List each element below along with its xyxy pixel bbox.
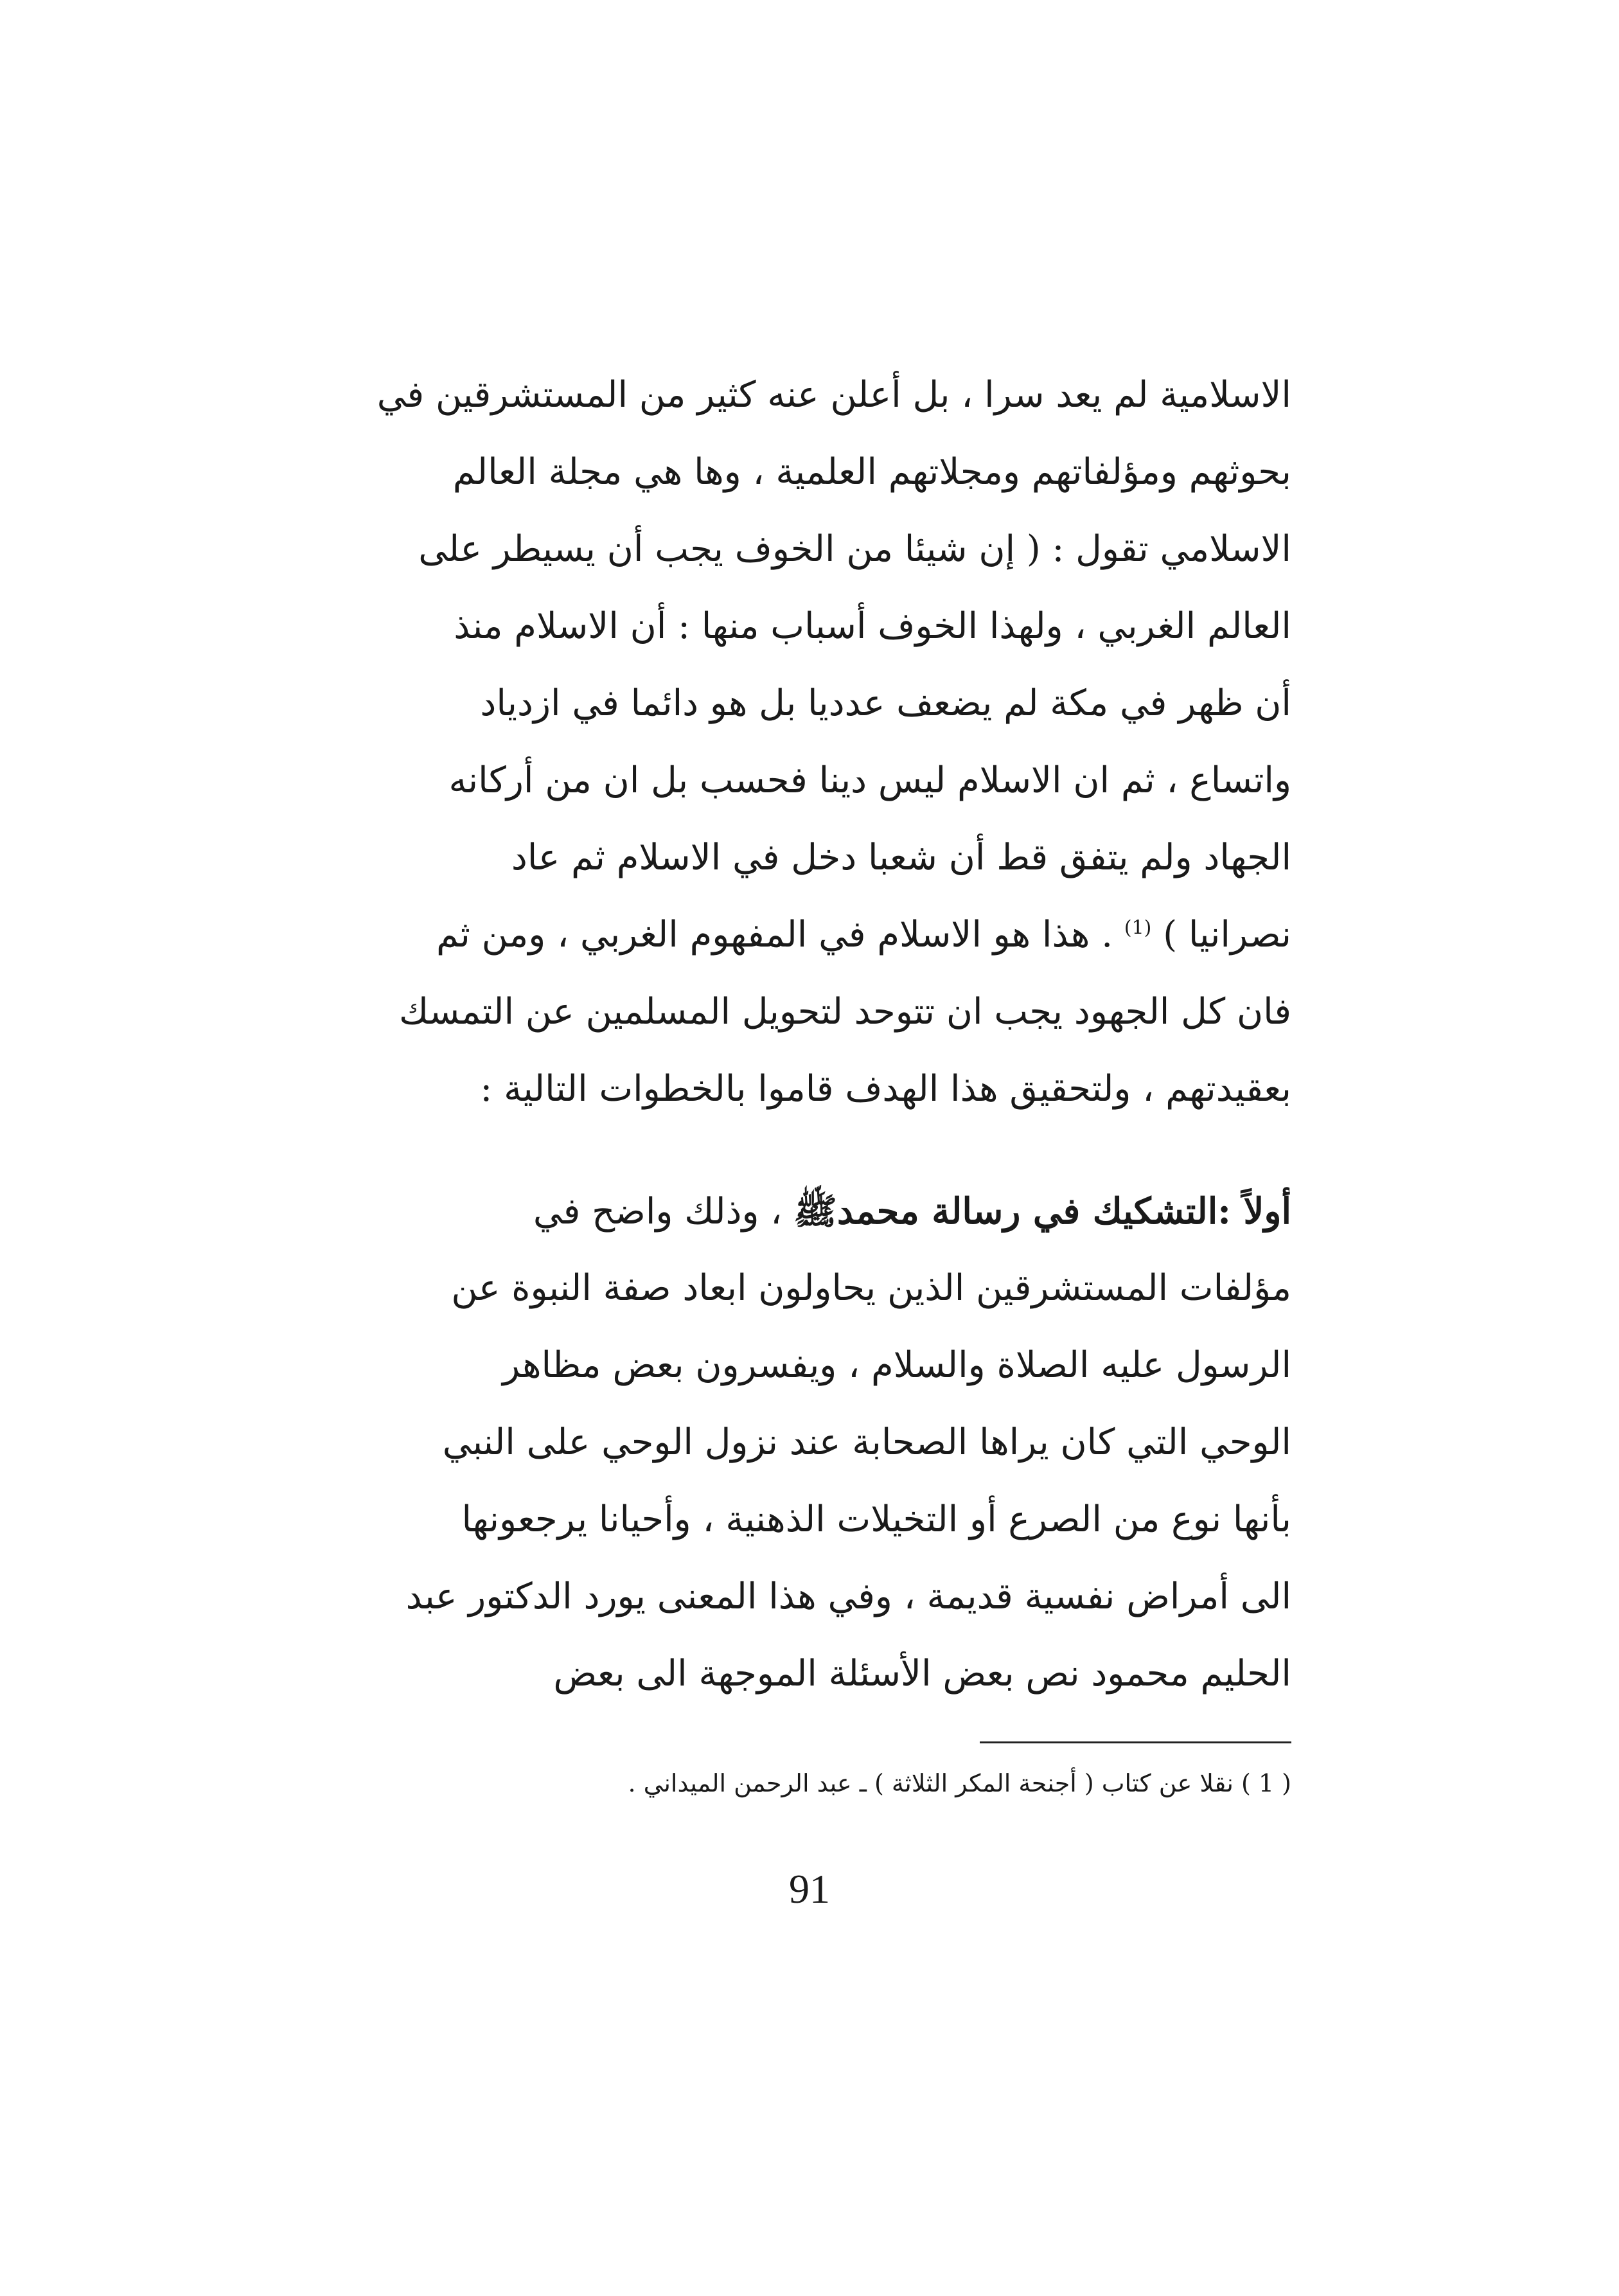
text-line-with-heading: [353, 1173, 1291, 1250]
text-line-with-footnote-ref: [353, 896, 1291, 974]
body-paragraph-2: [353, 1173, 1291, 1713]
text-line: مؤلفات المستشرقين الذين يحاولون ابعاد صفة النبوة عن: [451, 1267, 1291, 1309]
footnote-reference: (1): [1124, 916, 1152, 939]
body-paragraph-1: [353, 357, 1291, 1128]
text-line: الحليم محمود نص بعض الأسئلة الموجهة الى بعض: [553, 1653, 1291, 1695]
text-line: أن ظهر في مكة لم يضعف عدديا بل هو دائما في ازدياد: [480, 682, 1291, 724]
text-line: بحوثهم ومؤلفاتهم ومجلاتهم العلمية ، وها هي مجلة العالم: [452, 451, 1291, 493]
footnote: ( 1 ) نقلا عن كتاب ( أجنحة المكر الثلاثة ) ـ عبد الرحمن الميداني .: [628, 1769, 1291, 1797]
text-segment: . هذا هو الاسلام في المفهوم الغربي ، ومن ثم: [436, 914, 1113, 956]
text-line: الاسلامي تقول : ( إن شيئا من الخوف يجب أن يسيطر على: [418, 528, 1291, 570]
text-line: الجهاد ولم يتفق قط أن شعبا دخل في الاسلام ثم عاد: [511, 837, 1291, 878]
text-line: الاسلامية لم يعد سرا ، بل أعلن عنه كثير من المستشرقين في: [376, 374, 1291, 416]
footnote-divider: [980, 1741, 1291, 1743]
text-segment: نصرانيا ): [1163, 914, 1291, 956]
section-heading: أولاً :التشكيك في رسالة محمدﷺ: [793, 1190, 1291, 1233]
page-number: 91: [789, 1866, 830, 1912]
text-line: العالم الغربي ، ولهذا الخوف أسباب منها : أن الاسلام منذ: [454, 605, 1291, 647]
text-line: الى أمراض نفسية قديمة ، وفي هذا المعنى يورد الدكتور عبد: [405, 1576, 1291, 1617]
text-line: الرسول عليه الصلاة والسلام ، ويفسرون بعض مظاهر: [502, 1344, 1291, 1386]
text-line: الوحي التي كان يراها الصحابة عند نزول الوحي على النبي: [442, 1421, 1291, 1463]
text-line: بعقيدتهم ، ولتحقيق هذا الهدف قاموا بالخطوات التالية :: [480, 1068, 1291, 1110]
text-line: فان كل الجهود يجب ان تتوحد لتحويل المسلمين عن التمسك: [398, 991, 1291, 1033]
text-line: واتساع ، ثم ان الاسلام ليس دينا فحسب بل ان من أركانه: [448, 760, 1291, 801]
text-line: بأنها نوع من الصرع أو التخيلات الذهنية ، وأحيانا يرجعونها: [461, 1499, 1291, 1540]
text-segment: ، وذلك واضح في: [533, 1191, 783, 1233]
